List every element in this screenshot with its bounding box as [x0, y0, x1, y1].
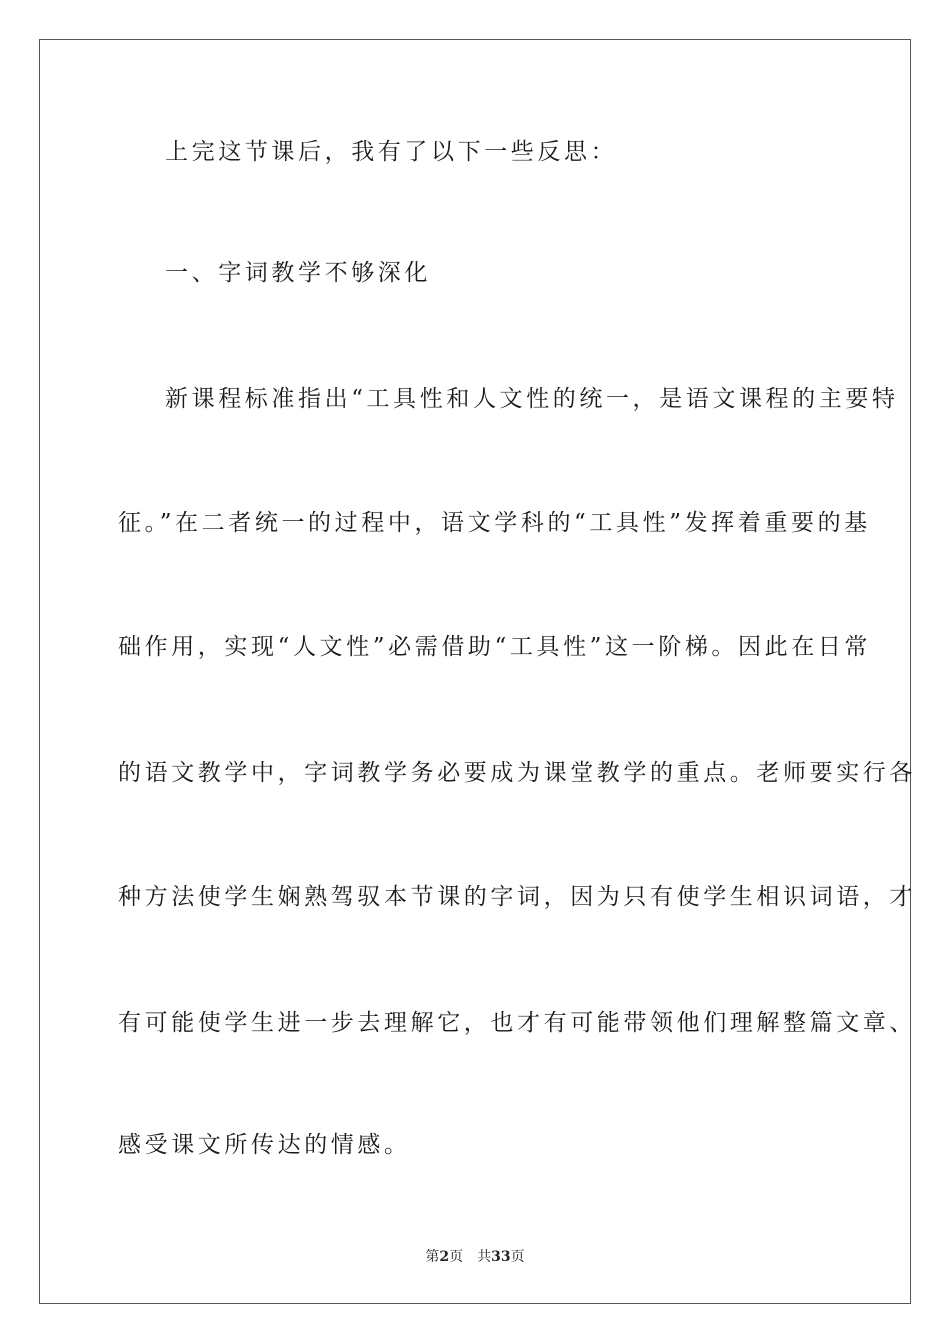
- paragraph-line: 础作用，实现“人文性”必需借助“工具性”这一阶梯。因此在日常: [118, 634, 872, 660]
- paragraph-line: 感受课文所传达的情感。: [118, 1132, 411, 1158]
- paragraph-line: 征。”在二者统一的过程中，语文学科的“工具性”发挥着重要的基: [118, 510, 871, 536]
- total-suffix: 页: [510, 1249, 525, 1265]
- page-number: 2: [439, 1249, 450, 1265]
- paragraph-line: 种方法使学生娴熟驾驭本节课的字词，因为只有使学生相识词语，才: [118, 884, 916, 910]
- page-prefix: 第: [425, 1249, 440, 1265]
- total-prefix: 共: [477, 1249, 492, 1265]
- page-footer: [0, 1248, 950, 1266]
- intro-sentence: 上完这节课后，我有了以下一些反思：: [165, 139, 618, 165]
- total-pages: 33: [491, 1249, 511, 1265]
- page-frame: [39, 39, 916, 1304]
- paragraph-line: 新课程标准指出“工具性和人文性的统一，是语文课程的主要特: [165, 386, 899, 412]
- page-suffix: 页: [449, 1249, 464, 1265]
- paragraph-line: 有可能使学生进一步去理解它，也才有可能带领他们理解整篇文章、: [118, 1010, 916, 1036]
- paragraph-line: 的语文教学中，字词教学务必要成为课堂教学的重点。老师要实行各: [118, 760, 916, 786]
- section-heading: 一、字词教学不够深化: [165, 260, 431, 286]
